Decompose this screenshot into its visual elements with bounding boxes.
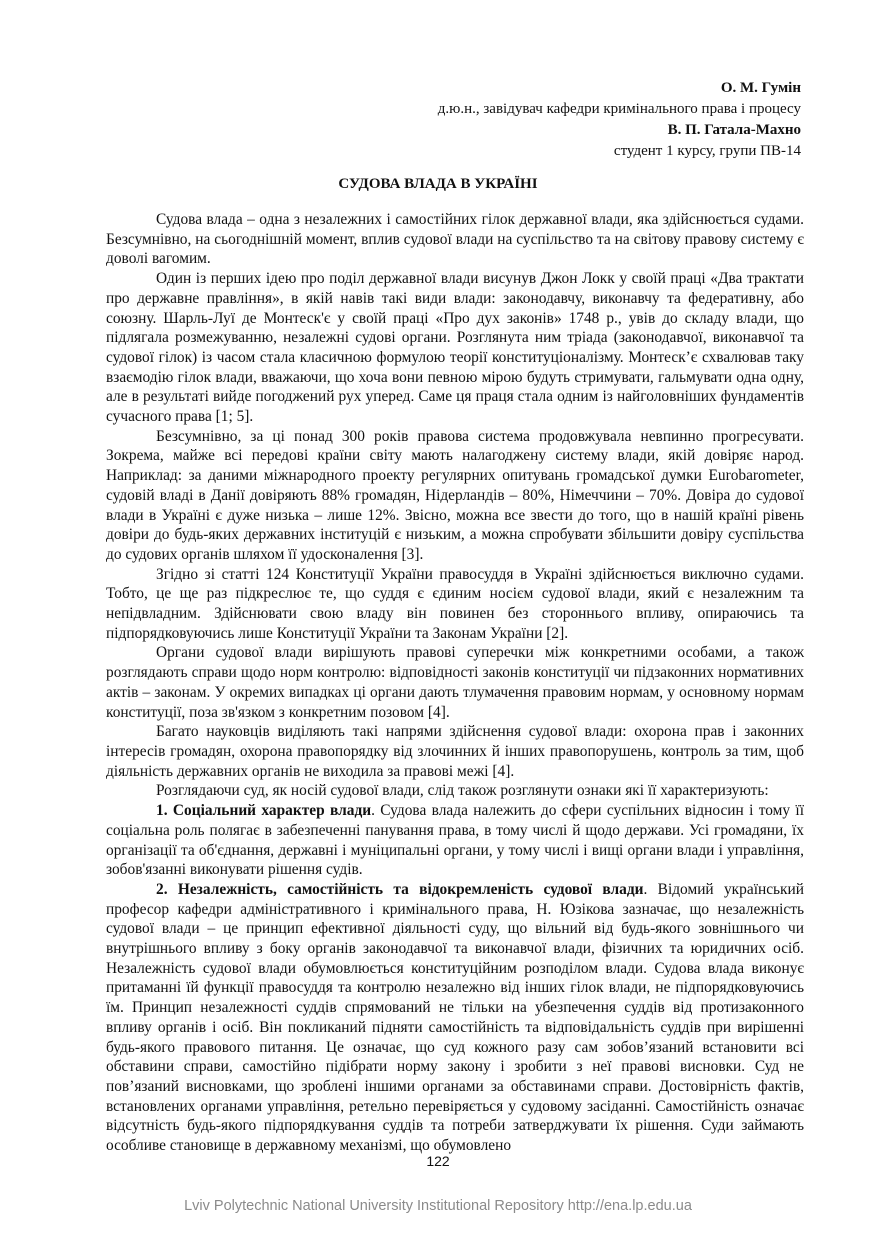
author-role: студент 1 курсу, групи ПВ-14	[613, 143, 801, 159]
paragraph: Розглядаючи суд, як носій судової влади, слід також розглянути ознаки які її характеризують:	[156, 782, 769, 800]
repository-footer: Lviv Polytechnic National University Institutional Repository http://ena.lp.edu.ua	[184, 1198, 692, 1214]
page-number: 122	[426, 1153, 450, 1169]
paragraph	[106, 880, 804, 1156]
paragraph-text: . Відомий український професор кафедри адміністративного і кримінального права, Н. Юзікова зазначає, що незалежність судової влади – це принцип ефективної діяльності суду, що вільний від будь-якого зовнішнього чи внутрішнього впливу з боку органів законодавчої та виконавчої влади, фізичних та юридичних осіб. Незалежність судової влади обумовлюється конституційним розподілом влади. Судова влада виконує притаманні їй функції правосуддя та контролю незалежно від інших гілок влади, не підпорядковуючись їм. Принцип незалежності суддів спрямований не тільки на убезпечення суддів від протизаконного впливу органів і осіб. Він покликаний підняти самостійність та відповідальність суддів при вирішенні будь-якого правового питання. Це означає, що суд кожного разу сам зобов’язаний встановити всі обставини справи, самостійно підібрати норму закону і зробити з неї правові висновки. Суд не пов’язаний висновками, що зроблені іншими органами за обставинами справи. Достовірність фактів, встановлених органами управління, ретельно перевіряється у судовому засіданні. Самостійність означає відсутність будь-якого підпорядкування суддів та потреби затверджувати їх рішення. Суди займають особливе становище в державному механізмі, що обумовлено	[106, 880, 805, 1155]
author-block	[201, 78, 801, 162]
section-heading: 2. Незалежність, самостійність та відокремленість судової влади	[156, 880, 644, 898]
author-name: В. П. Гатала-Махно	[667, 122, 801, 138]
paragraph: Один із перших ідею про поділ державної влади висунув Джон Локк у своїй праці «Два трактати про державне правління», в якій навів такі види влади: законодавчу, виконавчу та федеративну, або союзну. Шарль-Луї де Монтеск'є у своїй праці «Про дух законів» 1748 р., увів до складу влади, що підлягала розмежуванню, незалежні судові органи. Розглянута ним тріада (законодавчої, виконавчої та судової гілок) із часом стала класичною формулою теорії конституціоналізму. Монтеск’є схвалював таку взаємодію гілок влади, вважаючи, що хоча вони певною мірою будуть стримувати, гальмувати одна одну, але в результаті вийде погоджений рух уперед. Саме ця праця стала одним із найголовніших фундаментів сучасного права [1; 5].	[106, 270, 804, 426]
paragraph	[106, 801, 804, 880]
section-heading: 1. Соціальний характер влади	[156, 802, 372, 820]
paragraph: Згідно зі статті 124 Конституції України правосуддя в Україні здійснюється виключно судами. Тобто, це ще раз підкреслює те, що суддя є єдиним носієм судової влади, який є незалежним та непідвладним. Здійснювати свою владу він повинен без стороннього впливу, опираючись та підпорядковуючись лише Конституції України та Законам України [2].	[106, 565, 804, 642]
paragraph-text: . Судова влада належить до сфери суспільних відносин і тому її соціальна роль полягає в забезпеченні панування права, в тому числі й щодо держави. Усі громадяни, їх організації та об'єднання, державні і муніципальні органи, у тому числі і вищі органи влади і управління, зобов'язанні виконувати рішення судів.	[106, 802, 804, 879]
paragraph: Безсумнівно, за ці понад 300 років правова система продовжувала невпинно прогресувати. Зокрема, майже всі передові країни світу мають налагоджену систему влади, якій довіряє народ. Наприклад: за даними міжнародного проекту регулярних опитувань громадської думки Eurobarometer, судовій владі в Данії довіряють 88% громадян, Нідерландів – 80%, Німеччини – 70%. Довіра до судової влади в Україні є дуже низька – лише 12%. Звісно, можна все звести до того, що в нашій країні рівень довіри до будь-яких державних інституцій є низьким, а можна спробувати збільшити довіру суспільства до судових органів шляхом її удосконалення [3].	[106, 427, 804, 563]
paragraph: Багато науковців виділяють такі напрями здійснення судової влади: охорона прав і законних інтересів громадян, охорона правопорядку від злочинних й інших правопорушень, контроль за тим, щоб діяльність державних органів не виходила за правові межі [4].	[106, 723, 804, 780]
paragraph: Органи судової влади вирішують правові суперечки між конкретними особами, а також розглядають справи щодо норм контролю: відповідності законів конституції чи підзаконних нормативних актів – законам. У окремих випадках ці органи дають тлумачення правовим нормам, у основному нормам конституції, поза зв'язком з конкретним позовом [4].	[106, 644, 804, 721]
author-name: О. М. Гумін	[720, 80, 801, 96]
paragraph: Судова влада – одна з незалежних і самостійних гілок державної влади, яка здійснюється судами. Безсумнівно, на сьогоднішній момент, вплив судової влади на суспільство та на світову правову систему є доволі вагомим.	[106, 211, 804, 268]
article-title: СУДОВА ВЛАДА В УКРАЇНІ	[338, 176, 538, 192]
article-body	[106, 210, 804, 1156]
author-role: д.ю.н., завідувач кафедри кримінального права і процесу	[437, 101, 801, 117]
